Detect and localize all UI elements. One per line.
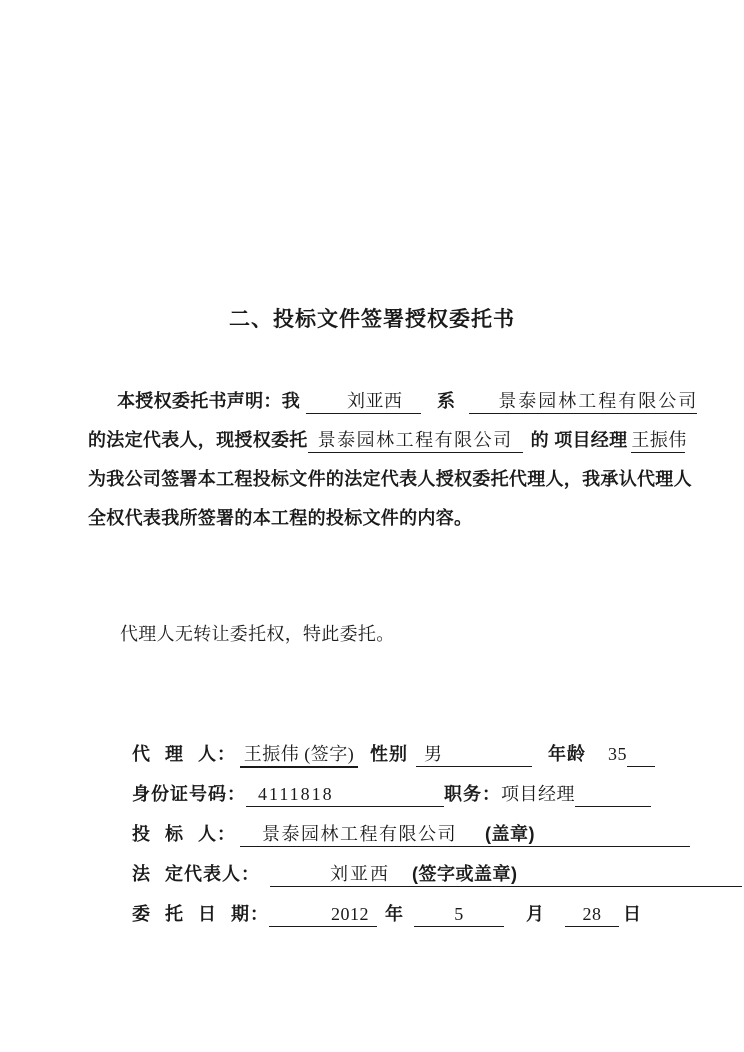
- declaration-paragraph: [88, 382, 708, 538]
- date-month-value: 5: [454, 904, 464, 924]
- agent-name-value: 王振伟: [631, 430, 687, 450]
- date-label: 委 托 日 期：: [132, 904, 270, 924]
- duty-value: 项目经理: [501, 784, 575, 804]
- age-label: 年龄: [548, 744, 587, 764]
- legal-rep-sign-note: (签字或盖章): [412, 864, 518, 884]
- date-day-unit: 日: [623, 904, 643, 924]
- declaration-text: 系: [437, 391, 456, 411]
- date-year-value: 2012: [331, 904, 370, 924]
- duty-label: 职务：: [444, 784, 501, 804]
- legal-rep-label: 法 定代表人：: [132, 864, 261, 884]
- duty-trailing-blank: [575, 782, 651, 807]
- agent-signature-blank: [240, 742, 358, 768]
- principal-name-blank: [306, 389, 421, 414]
- date-year-unit: 年: [385, 904, 405, 924]
- gender-value: 男: [424, 744, 443, 764]
- bidder-row: [132, 814, 692, 854]
- signature-form: [132, 734, 692, 934]
- declaration-text: 的 项目经理: [530, 430, 628, 450]
- age-value: 35: [608, 744, 628, 764]
- legal-rep-blank: [270, 862, 742, 887]
- date-month-unit: 月: [526, 904, 546, 924]
- bidder-seal-note: (盖章): [485, 824, 536, 844]
- gender-blank: [416, 742, 532, 767]
- document-title: 二、投标文件签署授权委托书: [229, 308, 515, 331]
- entrusted-company-blank: [308, 428, 523, 453]
- bidder-blank: [240, 822, 690, 847]
- age-trailing-blank: [627, 742, 655, 767]
- legal-rep-row: [132, 854, 692, 894]
- bidder-value: 景泰园林工程有限公司: [262, 824, 458, 844]
- declaration-line-2: [88, 421, 708, 460]
- id-number-row: [132, 774, 692, 814]
- agent-row: [132, 734, 692, 774]
- gender-label: 性别: [370, 744, 409, 764]
- declaration-line-3: 为我公司签署本工程投标文件的法定代表人授权委托代理人，我承认代理人: [88, 469, 692, 489]
- entrusted-company-value: 景泰园林工程有限公司: [317, 430, 513, 450]
- id-number-blank: [246, 782, 444, 807]
- declaration-line-4: 全权代表我所签署的本工程的投标文件的内容。: [88, 508, 473, 528]
- legal-rep-value: 刘亚西: [330, 864, 391, 884]
- declaration-line-1: [88, 382, 708, 421]
- bidder-label: 投 标 人：: [132, 824, 237, 844]
- agent-name-blank: [631, 428, 685, 453]
- company-name-value: 景泰园林工程有限公司: [498, 391, 699, 411]
- id-number-value: 4111818: [258, 784, 334, 804]
- date-row: [132, 894, 692, 934]
- date-month-blank: [414, 902, 504, 927]
- date-day-value: 28: [582, 904, 602, 924]
- note-paragraph: 代理人无转让委托权，特此委托。: [120, 624, 395, 644]
- agent-signature-value: 王振伟 (签字): [243, 744, 355, 764]
- company-name-blank: [469, 389, 697, 414]
- principal-name-value: 刘亚西: [347, 391, 403, 411]
- date-year-blank: [269, 902, 377, 927]
- agent-label: 代 理 人：: [132, 744, 237, 764]
- declaration-text: 本授权委托书声明：我: [117, 391, 300, 411]
- id-number-label: 身份证号码：: [132, 784, 246, 804]
- declaration-text: 的法定代表人，现授权委托: [88, 430, 308, 450]
- date-day-blank: [565, 902, 619, 927]
